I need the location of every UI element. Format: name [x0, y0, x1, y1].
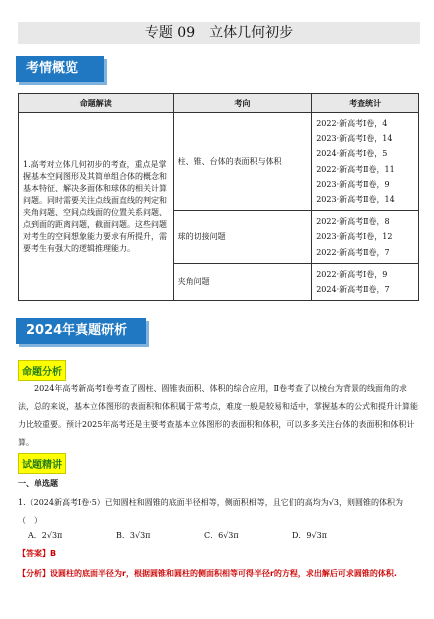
proposition-analysis-tag: 命题分析	[18, 360, 66, 381]
exam-overview-table	[18, 93, 419, 301]
stat-entry: 2022·新高考Ⅰ卷，4	[316, 119, 388, 128]
analysis-paragraph: 2024年高考新高考Ⅰ卷考查了圆柱、圆锥表面积、体积的综合应用，Ⅱ卷考查了以棱台为背景的线面角的求法，总的来说，基本立体图形的表面积和体积属于常考点，难度一般是较易和适中，掌握基本的公式和提升计算能力比较重要。预计2025年高考还是主要考查基本立体图形的表面积和体积，可以多多关注台体的表面积和体积计算。	[18, 384, 418, 447]
stat-entry: 2022·新高考Ⅰ卷，9	[316, 269, 388, 279]
choice-a: A．2√3π	[28, 531, 63, 540]
stat-entry: 2022·新高考Ⅱ卷，11	[316, 164, 395, 174]
analysis-banner: 2024年真题研析	[16, 318, 146, 344]
statistics-cell	[312, 211, 419, 264]
table-row	[19, 113, 419, 211]
document-title: 专题 09 立体几何初步	[18, 22, 420, 44]
stat-entry: 2023·新高考Ⅱ卷，14	[316, 195, 395, 205]
direction-cell: 柱、锥、台体的表面积与体积	[173, 113, 312, 211]
answer-choices	[28, 530, 418, 541]
question-text: 1.（2024新高考Ⅰ卷·5）已知圆柱和圆锥的底面半径相等，侧面积相等，且它们的高均为√3，则圆锥的体积为（ ）	[18, 498, 403, 525]
choice-c: C．6√3π	[204, 531, 239, 540]
practice-tag: 试题精讲	[18, 453, 66, 474]
column-header-direction: 考向	[173, 94, 312, 113]
stat-entry: 2023·新高考Ⅰ卷，14	[316, 134, 393, 144]
stat-entry: 2022·新高考Ⅱ卷，7	[316, 247, 390, 257]
stat-entry: 2024·新高考Ⅰ卷，5	[316, 149, 388, 159]
column-header-interpretation: 命题解读	[19, 94, 174, 113]
stat-entry: 2023·新高考Ⅱ卷，9	[316, 179, 390, 189]
direction-cell: 球的切接问题	[173, 211, 312, 264]
column-header-statistics: 考查统计	[312, 94, 419, 113]
interpretation-cell: 1.高考对立体几何初步的考查，重点是掌握基本空间图形及其简单组合体的概念和基本特征、解决多面体和球体的相关计算问题。同时需要关注点线面直线的判定和夹角问题、空间点线面的位置关系问题、点到面的距离问题，截面问题。这些问题对考生的空间想象能力要求有所提升，需要考生有强大的逻辑推理能力。	[19, 113, 174, 301]
stat-entry: 2024·新高考Ⅱ卷，7	[316, 285, 390, 295]
statistics-cell	[312, 263, 419, 300]
direction-cell: 夹角问题	[173, 263, 312, 300]
choice-d: D．9√3π	[292, 531, 327, 540]
section-heading: 一、单选题	[18, 479, 58, 488]
stat-entry: 2022·新高考Ⅱ卷，8	[316, 217, 390, 227]
stat-entry: 2023·新高考Ⅰ卷，12	[316, 232, 393, 242]
overview-banner: 考情概览	[16, 56, 104, 82]
analysis-explanation: 【分析】设圆柱的底面半径为r，根据圆锥和圆柱的侧面积相等可得半径r的方程，求出解后可求圆锥的体积.	[18, 569, 397, 578]
statistics-cell	[312, 113, 419, 211]
answer-label: 【答案】B	[18, 549, 57, 558]
choice-b: B．3√3π	[116, 531, 151, 540]
